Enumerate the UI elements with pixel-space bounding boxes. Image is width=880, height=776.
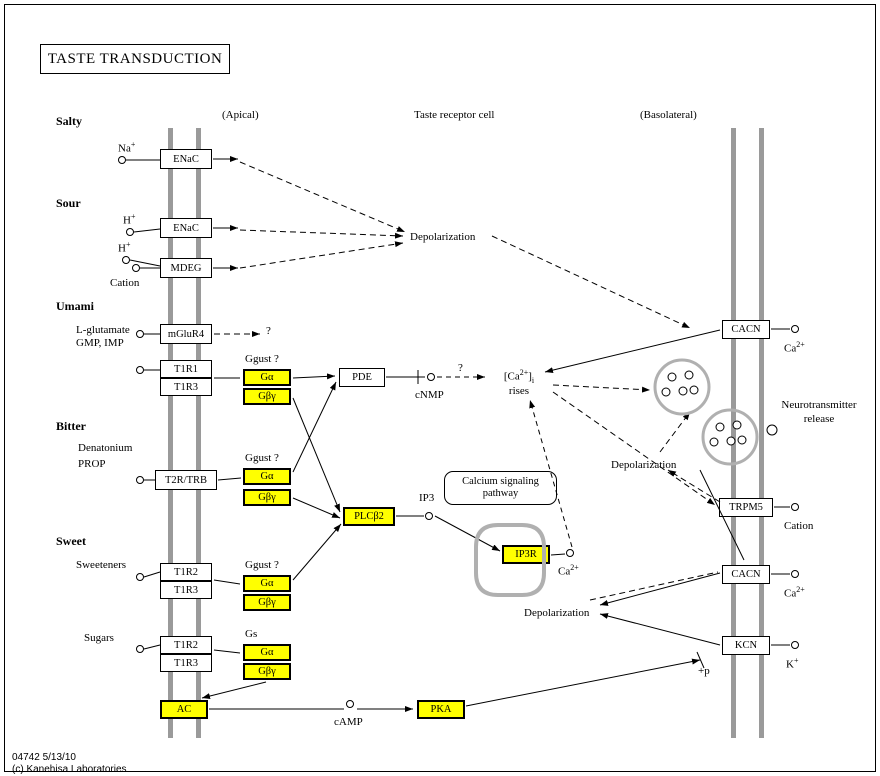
label-cnmp: cNMP xyxy=(415,389,444,401)
ligand-node-h1 xyxy=(126,228,134,236)
ligand-node-sweet xyxy=(136,573,144,581)
ligand-prop: PROP xyxy=(78,458,106,470)
label-ca-er: $Ca^{2+}$ xyxy=(558,563,579,578)
gene-cacn-upper[interactable]: CACN xyxy=(722,320,770,339)
label-ggust-umami: Ggust ? xyxy=(245,353,279,365)
gene-galpha-bitter[interactable]: Gα xyxy=(243,468,291,485)
section-label-bitter: Bitter xyxy=(56,419,86,433)
ligand-node-h2 xyxy=(122,256,130,264)
ligand-denatonium: Denatonium xyxy=(78,442,133,454)
gene-gbetagamma-sugars[interactable]: Gβγ xyxy=(243,663,291,680)
ligand-node-na xyxy=(118,156,126,164)
gene-t1r3-sweet[interactable]: T1R3 xyxy=(160,581,212,599)
ion-node-cation-trpm5 xyxy=(791,503,799,511)
gene-t1r1[interactable]: T1R1 xyxy=(160,360,212,378)
gene-kcn[interactable]: KCN xyxy=(722,636,770,655)
ligand-node-bitter xyxy=(136,476,144,484)
ligand-node-umami xyxy=(136,366,144,374)
label-ggust-bitter: Ggust ? xyxy=(245,452,279,464)
label-plus-p: +p xyxy=(698,665,710,677)
ion-node-k xyxy=(791,641,799,649)
ligand-na: Na+ xyxy=(118,140,136,155)
gene-gbetagamma-umami[interactable]: Gβγ xyxy=(243,388,291,405)
gene-pka[interactable]: PKA xyxy=(417,700,465,719)
ion-node-ca-lower xyxy=(791,570,799,578)
label-depolarization-basolateral-upper: Depolarization xyxy=(611,459,677,471)
ligand-l-glutamate: L-glutamate xyxy=(76,324,130,336)
gene-trpm5[interactable]: TRPM5 xyxy=(719,498,773,517)
node-camp xyxy=(346,700,354,708)
gene-galpha-sugars[interactable]: Gα xyxy=(243,644,291,661)
gene-t1r2-sugars[interactable]: T1R2 xyxy=(160,636,212,654)
taste-receptor-cell-header: Taste receptor cell xyxy=(414,109,495,121)
ligand-cation-apical: Cation xyxy=(110,277,140,289)
ligand-h-1: H+ xyxy=(123,212,136,227)
section-label-sour: Sour xyxy=(56,196,81,210)
label-question-mglur4: ? xyxy=(266,325,271,337)
ion-label-k: K+ xyxy=(786,656,799,671)
basolateral-header: (Basolateral) xyxy=(640,109,697,121)
gene-t1r3-umami[interactable]: T1R3 xyxy=(160,378,212,396)
gene-t1r2-sweet[interactable]: T1R2 xyxy=(160,563,212,581)
ligand-node-glutamate xyxy=(136,330,144,338)
node-cnmp xyxy=(427,373,435,381)
ligand-gmp-imp: GMP, IMP xyxy=(76,337,124,349)
node-ip3 xyxy=(425,512,433,520)
ion-label-ca-upper: $Ca^{2+}$ xyxy=(784,340,805,355)
label-neurotransmitter-release: Neurotransmitter release xyxy=(781,399,857,425)
gene-enac-salty[interactable]: ENaC xyxy=(160,149,212,169)
node-ca-er xyxy=(566,549,574,557)
label-depolarization-main: Depolarization xyxy=(410,231,476,243)
section-label-sweet: Sweet xyxy=(56,534,86,548)
gene-ac[interactable]: AC xyxy=(160,700,208,719)
ligand-sugars: Sugars xyxy=(84,632,114,644)
page-title: TASTE TRANSDUCTION xyxy=(40,44,230,74)
gene-enac-sour[interactable]: ENaC xyxy=(160,218,212,238)
ligand-node-sugars xyxy=(136,645,144,653)
label-ca-rises: $[Ca^{2+}]_i$ rises xyxy=(503,368,535,397)
section-label-umami: Umami xyxy=(56,299,94,313)
ion-node-ca-upper xyxy=(791,325,799,333)
ion-label-ca-lower: $Ca^{2+}$ xyxy=(784,585,805,600)
gene-galpha-sweet[interactable]: Gα xyxy=(243,575,291,592)
label-question-cnmp: ? xyxy=(458,362,463,374)
ligand-sweeteners: Sweeteners xyxy=(76,559,127,571)
footer-copyright: (c) Kanehisa Laboratories xyxy=(12,764,127,775)
label-ggust-sweet: Ggust ? xyxy=(245,559,279,571)
apical-header: (Apical) xyxy=(222,109,259,121)
gene-ip3r[interactable]: IP3R xyxy=(502,545,550,564)
gene-pde[interactable]: PDE xyxy=(339,368,385,387)
map-link-calcium-signaling[interactable]: Calcium signaling pathway xyxy=(444,471,557,505)
gene-gbetagamma-bitter[interactable]: Gβγ xyxy=(243,489,291,506)
footer-id-date: 04742 5/13/10 xyxy=(12,752,76,763)
ligand-node-cation xyxy=(132,264,140,272)
label-camp: cAMP xyxy=(334,716,363,728)
gene-plcb2[interactable]: PLCβ2 xyxy=(343,507,395,526)
label-gs: Gs xyxy=(245,628,258,640)
gene-t1r3-sugars[interactable]: T1R3 xyxy=(160,654,212,672)
section-label-salty: Salty xyxy=(56,114,83,128)
gene-mdeg[interactable]: MDEG xyxy=(160,258,212,278)
gene-gbetagamma-sweet[interactable]: Gβγ xyxy=(243,594,291,611)
label-depolarization-basolateral-lower: Depolarization xyxy=(524,607,590,619)
gene-cacn-lower[interactable]: CACN xyxy=(722,565,770,584)
ion-label-cation-trpm5: Cation xyxy=(784,520,814,532)
label-ip3: IP3 xyxy=(419,492,435,504)
gene-galpha-umami[interactable]: Gα xyxy=(243,369,291,386)
ligand-h-2: H+ xyxy=(118,240,131,255)
gene-t2r-trb[interactable]: T2R/TRB xyxy=(155,470,217,490)
gene-mglur4[interactable]: mGluR4 xyxy=(160,324,212,344)
